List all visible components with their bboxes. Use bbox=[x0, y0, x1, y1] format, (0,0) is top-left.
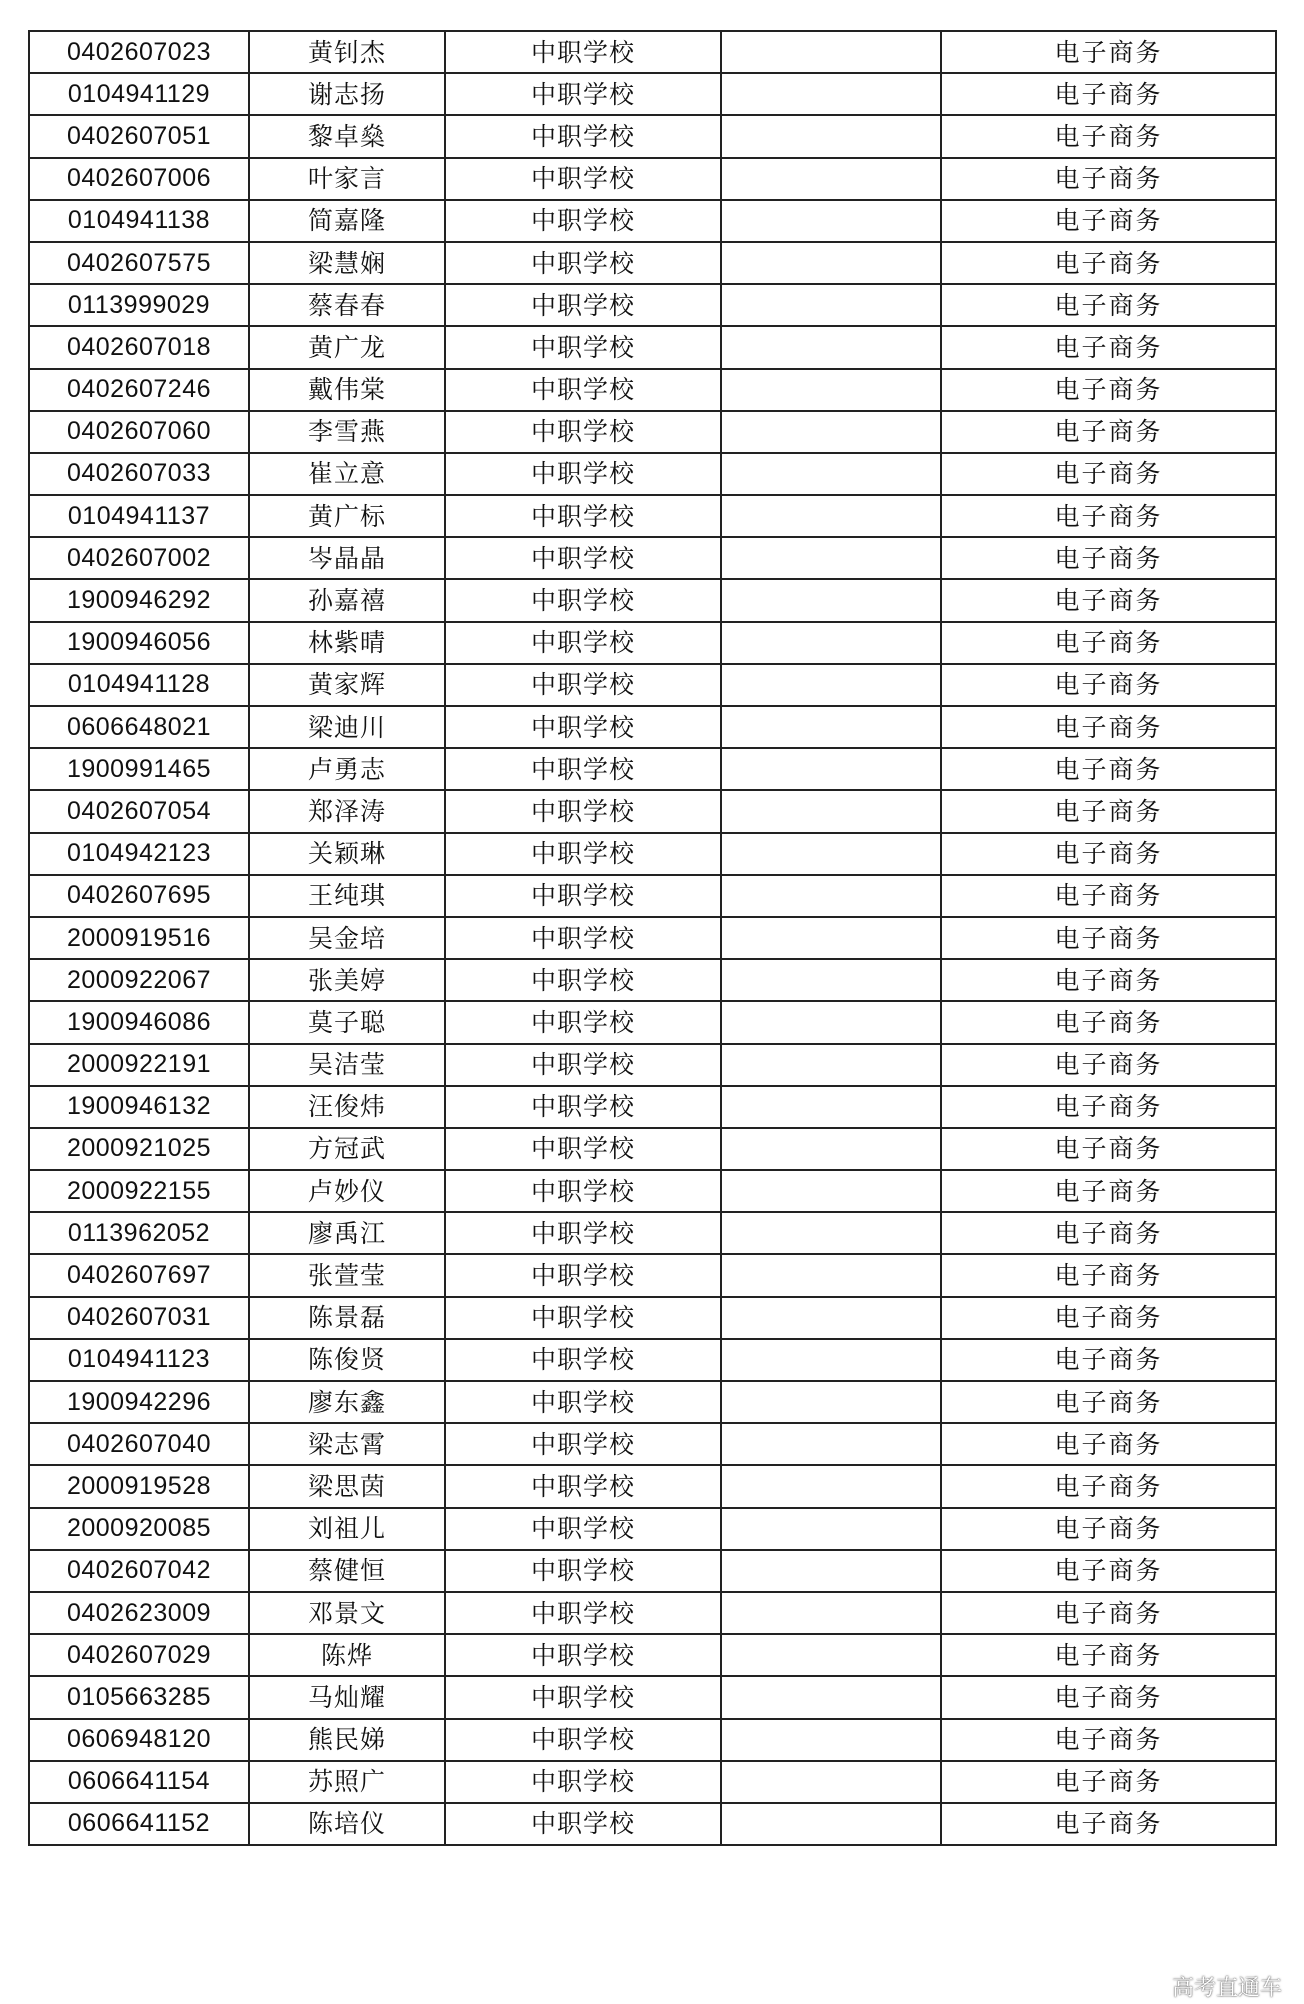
student-name-cell: 叶家言 bbox=[249, 158, 445, 200]
school-type-cell: 中职学校 bbox=[445, 1508, 721, 1550]
empty-cell bbox=[721, 31, 941, 73]
school-type-cell: 中职学校 bbox=[445, 1803, 721, 1845]
empty-cell bbox=[721, 1592, 941, 1634]
school-type-cell: 中职学校 bbox=[445, 1339, 721, 1381]
table-row bbox=[29, 1592, 1276, 1634]
candidate-id-cell: 0113962052 bbox=[29, 1212, 249, 1254]
school-type-cell: 中职学校 bbox=[445, 453, 721, 495]
student-name-cell: 黄钊杰 bbox=[249, 31, 445, 73]
table-row bbox=[29, 790, 1276, 832]
school-type-cell: 中职学校 bbox=[445, 833, 721, 875]
student-name-cell: 邓景文 bbox=[249, 1592, 445, 1634]
student-name-cell: 陈俊贤 bbox=[249, 1339, 445, 1381]
table-row bbox=[29, 1128, 1276, 1170]
student-name-cell: 戴伟棠 bbox=[249, 369, 445, 411]
candidate-id-cell: 0606648021 bbox=[29, 706, 249, 748]
empty-cell bbox=[721, 369, 941, 411]
student-name-cell: 张美婷 bbox=[249, 959, 445, 1001]
school-type-cell: 中职学校 bbox=[445, 1254, 721, 1296]
major-cell: 电子商务 bbox=[941, 369, 1276, 411]
table-row bbox=[29, 1170, 1276, 1212]
school-type-cell: 中职学校 bbox=[445, 959, 721, 1001]
student-name-cell: 陈景磊 bbox=[249, 1297, 445, 1339]
school-type-cell: 中职学校 bbox=[445, 1170, 721, 1212]
major-cell: 电子商务 bbox=[941, 537, 1276, 579]
student-name-cell: 苏照广 bbox=[249, 1761, 445, 1803]
major-cell: 电子商务 bbox=[941, 453, 1276, 495]
empty-cell bbox=[721, 1044, 941, 1086]
student-name-cell: 廖东鑫 bbox=[249, 1381, 445, 1423]
student-name-cell: 梁迪川 bbox=[249, 706, 445, 748]
empty-cell bbox=[721, 1676, 941, 1718]
empty-cell bbox=[721, 1423, 941, 1465]
school-type-cell: 中职学校 bbox=[445, 1128, 721, 1170]
empty-cell bbox=[721, 1508, 941, 1550]
candidate-id-cell: 0402607006 bbox=[29, 158, 249, 200]
school-type-cell: 中职学校 bbox=[445, 1086, 721, 1128]
major-cell: 电子商务 bbox=[941, 326, 1276, 368]
table-row bbox=[29, 200, 1276, 242]
table-row bbox=[29, 1550, 1276, 1592]
empty-cell bbox=[721, 917, 941, 959]
empty-cell bbox=[721, 411, 941, 453]
major-cell: 电子商务 bbox=[941, 790, 1276, 832]
table-row bbox=[29, 242, 1276, 284]
empty-cell bbox=[721, 115, 941, 157]
major-cell: 电子商务 bbox=[941, 1423, 1276, 1465]
empty-cell bbox=[721, 833, 941, 875]
candidate-id-cell: 0402607575 bbox=[29, 242, 249, 284]
student-name-cell: 梁志霄 bbox=[249, 1423, 445, 1465]
table-row bbox=[29, 1381, 1276, 1423]
student-name-cell: 谢志扬 bbox=[249, 73, 445, 115]
student-name-cell: 蔡健恒 bbox=[249, 1550, 445, 1592]
major-cell: 电子商务 bbox=[941, 579, 1276, 621]
school-type-cell: 中职学校 bbox=[445, 1465, 721, 1507]
school-type-cell: 中职学校 bbox=[445, 706, 721, 748]
table-row bbox=[29, 875, 1276, 917]
student-name-cell: 蔡春春 bbox=[249, 284, 445, 326]
table-row bbox=[29, 495, 1276, 537]
school-type-cell: 中职学校 bbox=[445, 31, 721, 73]
major-cell: 电子商务 bbox=[941, 1297, 1276, 1339]
school-type-cell: 中职学校 bbox=[445, 1761, 721, 1803]
school-type-cell: 中职学校 bbox=[445, 1001, 721, 1043]
empty-cell bbox=[721, 158, 941, 200]
table-row bbox=[29, 1761, 1276, 1803]
candidate-id-cell: 0402607002 bbox=[29, 537, 249, 579]
empty-cell bbox=[721, 1634, 941, 1676]
empty-cell bbox=[721, 790, 941, 832]
empty-cell bbox=[721, 495, 941, 537]
student-name-cell: 郑泽涛 bbox=[249, 790, 445, 832]
student-name-cell: 吴金培 bbox=[249, 917, 445, 959]
candidate-id-cell: 0104941129 bbox=[29, 73, 249, 115]
school-type-cell: 中职学校 bbox=[445, 73, 721, 115]
school-type-cell: 中职学校 bbox=[445, 200, 721, 242]
school-type-cell: 中职学校 bbox=[445, 115, 721, 157]
school-type-cell: 中职学校 bbox=[445, 790, 721, 832]
school-type-cell: 中职学校 bbox=[445, 579, 721, 621]
major-cell: 电子商务 bbox=[941, 1086, 1276, 1128]
school-type-cell: 中职学校 bbox=[445, 369, 721, 411]
table-row bbox=[29, 1719, 1276, 1761]
table-row bbox=[29, 1423, 1276, 1465]
table-row bbox=[29, 1339, 1276, 1381]
student-name-cell: 林紫晴 bbox=[249, 622, 445, 664]
major-cell: 电子商务 bbox=[941, 1254, 1276, 1296]
major-cell: 电子商务 bbox=[941, 1170, 1276, 1212]
table-row bbox=[29, 1634, 1276, 1676]
table-row bbox=[29, 1508, 1276, 1550]
school-type-cell: 中职学校 bbox=[445, 1719, 721, 1761]
empty-cell bbox=[721, 748, 941, 790]
student-name-cell: 崔立意 bbox=[249, 453, 445, 495]
empty-cell bbox=[721, 1001, 941, 1043]
candidate-id-cell: 0402607042 bbox=[29, 1550, 249, 1592]
student-name-cell: 吴洁莹 bbox=[249, 1044, 445, 1086]
school-type-cell: 中职学校 bbox=[445, 917, 721, 959]
student-name-cell: 卢妙仪 bbox=[249, 1170, 445, 1212]
empty-cell bbox=[721, 875, 941, 917]
table-row bbox=[29, 1044, 1276, 1086]
candidate-id-cell: 0104941137 bbox=[29, 495, 249, 537]
empty-cell bbox=[721, 1803, 941, 1845]
candidate-id-cell: 0402607695 bbox=[29, 875, 249, 917]
table-row bbox=[29, 31, 1276, 73]
empty-cell bbox=[721, 1465, 941, 1507]
major-cell: 电子商务 bbox=[941, 664, 1276, 706]
major-cell: 电子商务 bbox=[941, 31, 1276, 73]
student-name-cell: 陈培仪 bbox=[249, 1803, 445, 1845]
table-row bbox=[29, 622, 1276, 664]
major-cell: 电子商务 bbox=[941, 959, 1276, 1001]
candidate-id-cell: 0402607031 bbox=[29, 1297, 249, 1339]
major-cell: 电子商务 bbox=[941, 748, 1276, 790]
major-cell: 电子商务 bbox=[941, 1634, 1276, 1676]
table-row bbox=[29, 748, 1276, 790]
empty-cell bbox=[721, 1719, 941, 1761]
student-name-cell: 黄广龙 bbox=[249, 326, 445, 368]
major-cell: 电子商务 bbox=[941, 1001, 1276, 1043]
candidate-id-cell: 0402607051 bbox=[29, 115, 249, 157]
candidate-id-cell: 0402607018 bbox=[29, 326, 249, 368]
candidate-id-cell: 0606948120 bbox=[29, 1719, 249, 1761]
school-type-cell: 中职学校 bbox=[445, 242, 721, 284]
empty-cell bbox=[721, 242, 941, 284]
student-name-cell: 梁慧娴 bbox=[249, 242, 445, 284]
table-row bbox=[29, 369, 1276, 411]
candidate-id-cell: 0402607054 bbox=[29, 790, 249, 832]
table-row bbox=[29, 326, 1276, 368]
candidate-id-cell: 0104941123 bbox=[29, 1339, 249, 1381]
major-cell: 电子商务 bbox=[941, 917, 1276, 959]
table-row bbox=[29, 1803, 1276, 1845]
table-row bbox=[29, 917, 1276, 959]
student-name-cell: 莫子聪 bbox=[249, 1001, 445, 1043]
empty-cell bbox=[721, 1761, 941, 1803]
major-cell: 电子商务 bbox=[941, 1676, 1276, 1718]
school-type-cell: 中职学校 bbox=[445, 537, 721, 579]
student-name-cell: 王纯琪 bbox=[249, 875, 445, 917]
major-cell: 电子商务 bbox=[941, 1550, 1276, 1592]
table-row bbox=[29, 1001, 1276, 1043]
candidate-id-cell: 2000922067 bbox=[29, 959, 249, 1001]
table-row bbox=[29, 411, 1276, 453]
table-row bbox=[29, 1465, 1276, 1507]
school-type-cell: 中职学校 bbox=[445, 1044, 721, 1086]
school-type-cell: 中职学校 bbox=[445, 1550, 721, 1592]
table-row bbox=[29, 537, 1276, 579]
empty-cell bbox=[721, 326, 941, 368]
table-row bbox=[29, 1086, 1276, 1128]
candidate-id-cell: 2000921025 bbox=[29, 1128, 249, 1170]
empty-cell bbox=[721, 579, 941, 621]
major-cell: 电子商务 bbox=[941, 158, 1276, 200]
major-cell: 电子商务 bbox=[941, 495, 1276, 537]
empty-cell bbox=[721, 1212, 941, 1254]
table-row bbox=[29, 115, 1276, 157]
empty-cell bbox=[721, 622, 941, 664]
student-name-cell: 孙嘉禧 bbox=[249, 579, 445, 621]
empty-cell bbox=[721, 959, 941, 1001]
school-type-cell: 中职学校 bbox=[445, 1634, 721, 1676]
candidate-id-cell: 0104941128 bbox=[29, 664, 249, 706]
table-row bbox=[29, 73, 1276, 115]
major-cell: 电子商务 bbox=[941, 1592, 1276, 1634]
empty-cell bbox=[721, 1254, 941, 1296]
candidate-id-cell: 2000919528 bbox=[29, 1465, 249, 1507]
candidate-id-cell: 0402607023 bbox=[29, 31, 249, 73]
school-type-cell: 中职学校 bbox=[445, 495, 721, 537]
major-cell: 电子商务 bbox=[941, 1465, 1276, 1507]
major-cell: 电子商务 bbox=[941, 200, 1276, 242]
student-name-cell: 马灿耀 bbox=[249, 1676, 445, 1718]
student-name-cell: 简嘉隆 bbox=[249, 200, 445, 242]
empty-cell bbox=[721, 664, 941, 706]
candidate-id-cell: 0402607697 bbox=[29, 1254, 249, 1296]
candidate-id-cell: 0402607029 bbox=[29, 1634, 249, 1676]
school-type-cell: 中职学校 bbox=[445, 1676, 721, 1718]
table-row bbox=[29, 833, 1276, 875]
student-name-cell: 黎卓燊 bbox=[249, 115, 445, 157]
student-name-cell: 方冠武 bbox=[249, 1128, 445, 1170]
table-row bbox=[29, 158, 1276, 200]
empty-cell bbox=[721, 73, 941, 115]
empty-cell bbox=[721, 706, 941, 748]
major-cell: 电子商务 bbox=[941, 1381, 1276, 1423]
major-cell: 电子商务 bbox=[941, 706, 1276, 748]
empty-cell bbox=[721, 1128, 941, 1170]
candidate-id-cell: 0113999029 bbox=[29, 284, 249, 326]
watermark-text: 高考直通车 bbox=[1171, 1976, 1282, 2001]
candidate-id-cell: 1900946132 bbox=[29, 1086, 249, 1128]
candidate-id-cell: 2000919516 bbox=[29, 917, 249, 959]
major-cell: 电子商务 bbox=[941, 284, 1276, 326]
student-name-cell: 黄家辉 bbox=[249, 664, 445, 706]
candidate-id-cell: 0606641154 bbox=[29, 1761, 249, 1803]
major-cell: 电子商务 bbox=[941, 1719, 1276, 1761]
candidate-id-cell: 0402607040 bbox=[29, 1423, 249, 1465]
major-cell: 电子商务 bbox=[941, 411, 1276, 453]
candidate-id-cell: 0606641152 bbox=[29, 1803, 249, 1845]
empty-cell bbox=[721, 1339, 941, 1381]
candidate-id-cell: 1900946086 bbox=[29, 1001, 249, 1043]
candidate-id-cell: 0402607246 bbox=[29, 369, 249, 411]
empty-cell bbox=[721, 1170, 941, 1212]
candidate-id-cell: 0402607060 bbox=[29, 411, 249, 453]
candidate-id-cell: 0104941138 bbox=[29, 200, 249, 242]
major-cell: 电子商务 bbox=[941, 1044, 1276, 1086]
table-row bbox=[29, 706, 1276, 748]
student-name-cell: 刘祖儿 bbox=[249, 1508, 445, 1550]
candidate-id-cell: 0105663285 bbox=[29, 1676, 249, 1718]
major-cell: 电子商务 bbox=[941, 1761, 1276, 1803]
student-name-cell: 梁思茵 bbox=[249, 1465, 445, 1507]
table-row bbox=[29, 664, 1276, 706]
major-cell: 电子商务 bbox=[941, 875, 1276, 917]
student-name-cell: 黄广标 bbox=[249, 495, 445, 537]
school-type-cell: 中职学校 bbox=[445, 1592, 721, 1634]
school-type-cell: 中职学校 bbox=[445, 284, 721, 326]
admission-list-table bbox=[28, 30, 1277, 1846]
student-name-cell: 岑晶晶 bbox=[249, 537, 445, 579]
empty-cell bbox=[721, 1550, 941, 1592]
school-type-cell: 中职学校 bbox=[445, 875, 721, 917]
table-row bbox=[29, 1297, 1276, 1339]
school-type-cell: 中职学校 bbox=[445, 1297, 721, 1339]
table-row bbox=[29, 579, 1276, 621]
candidate-id-cell: 0104942123 bbox=[29, 833, 249, 875]
candidate-id-cell: 2000922191 bbox=[29, 1044, 249, 1086]
table-row bbox=[29, 1212, 1276, 1254]
major-cell: 电子商务 bbox=[941, 1339, 1276, 1381]
table-row bbox=[29, 284, 1276, 326]
student-name-cell: 熊民娣 bbox=[249, 1719, 445, 1761]
candidate-id-cell: 0402607033 bbox=[29, 453, 249, 495]
empty-cell bbox=[721, 453, 941, 495]
candidate-id-cell: 2000920085 bbox=[29, 1508, 249, 1550]
school-type-cell: 中职学校 bbox=[445, 622, 721, 664]
major-cell: 电子商务 bbox=[941, 1508, 1276, 1550]
student-name-cell: 廖禹江 bbox=[249, 1212, 445, 1254]
student-name-cell: 李雪燕 bbox=[249, 411, 445, 453]
table-row bbox=[29, 1676, 1276, 1718]
empty-cell bbox=[721, 284, 941, 326]
major-cell: 电子商务 bbox=[941, 73, 1276, 115]
candidate-id-cell: 1900991465 bbox=[29, 748, 249, 790]
school-type-cell: 中职学校 bbox=[445, 748, 721, 790]
table-body bbox=[29, 31, 1276, 1845]
major-cell: 电子商务 bbox=[941, 833, 1276, 875]
student-name-cell: 关颖琳 bbox=[249, 833, 445, 875]
empty-cell bbox=[721, 1381, 941, 1423]
school-type-cell: 中职学校 bbox=[445, 326, 721, 368]
school-type-cell: 中职学校 bbox=[445, 1381, 721, 1423]
candidate-id-cell: 1900946292 bbox=[29, 579, 249, 621]
candidate-id-cell: 1900946056 bbox=[29, 622, 249, 664]
candidate-id-cell: 2000922155 bbox=[29, 1170, 249, 1212]
table-row bbox=[29, 1254, 1276, 1296]
student-name-cell: 卢勇志 bbox=[249, 748, 445, 790]
school-type-cell: 中职学校 bbox=[445, 1212, 721, 1254]
empty-cell bbox=[721, 200, 941, 242]
student-name-cell: 张萱莹 bbox=[249, 1254, 445, 1296]
table-row bbox=[29, 453, 1276, 495]
student-name-cell: 汪俊炜 bbox=[249, 1086, 445, 1128]
table-row bbox=[29, 959, 1276, 1001]
empty-cell bbox=[721, 537, 941, 579]
major-cell: 电子商务 bbox=[941, 1212, 1276, 1254]
major-cell: 电子商务 bbox=[941, 242, 1276, 284]
student-name-cell: 陈烨 bbox=[249, 1634, 445, 1676]
major-cell: 电子商务 bbox=[941, 1128, 1276, 1170]
school-type-cell: 中职学校 bbox=[445, 664, 721, 706]
candidate-id-cell: 0402623009 bbox=[29, 1592, 249, 1634]
candidate-id-cell: 1900942296 bbox=[29, 1381, 249, 1423]
major-cell: 电子商务 bbox=[941, 115, 1276, 157]
school-type-cell: 中职学校 bbox=[445, 1423, 721, 1465]
major-cell: 电子商务 bbox=[941, 1803, 1276, 1845]
empty-cell bbox=[721, 1086, 941, 1128]
school-type-cell: 中职学校 bbox=[445, 411, 721, 453]
empty-cell bbox=[721, 1297, 941, 1339]
major-cell: 电子商务 bbox=[941, 622, 1276, 664]
school-type-cell: 中职学校 bbox=[445, 158, 721, 200]
